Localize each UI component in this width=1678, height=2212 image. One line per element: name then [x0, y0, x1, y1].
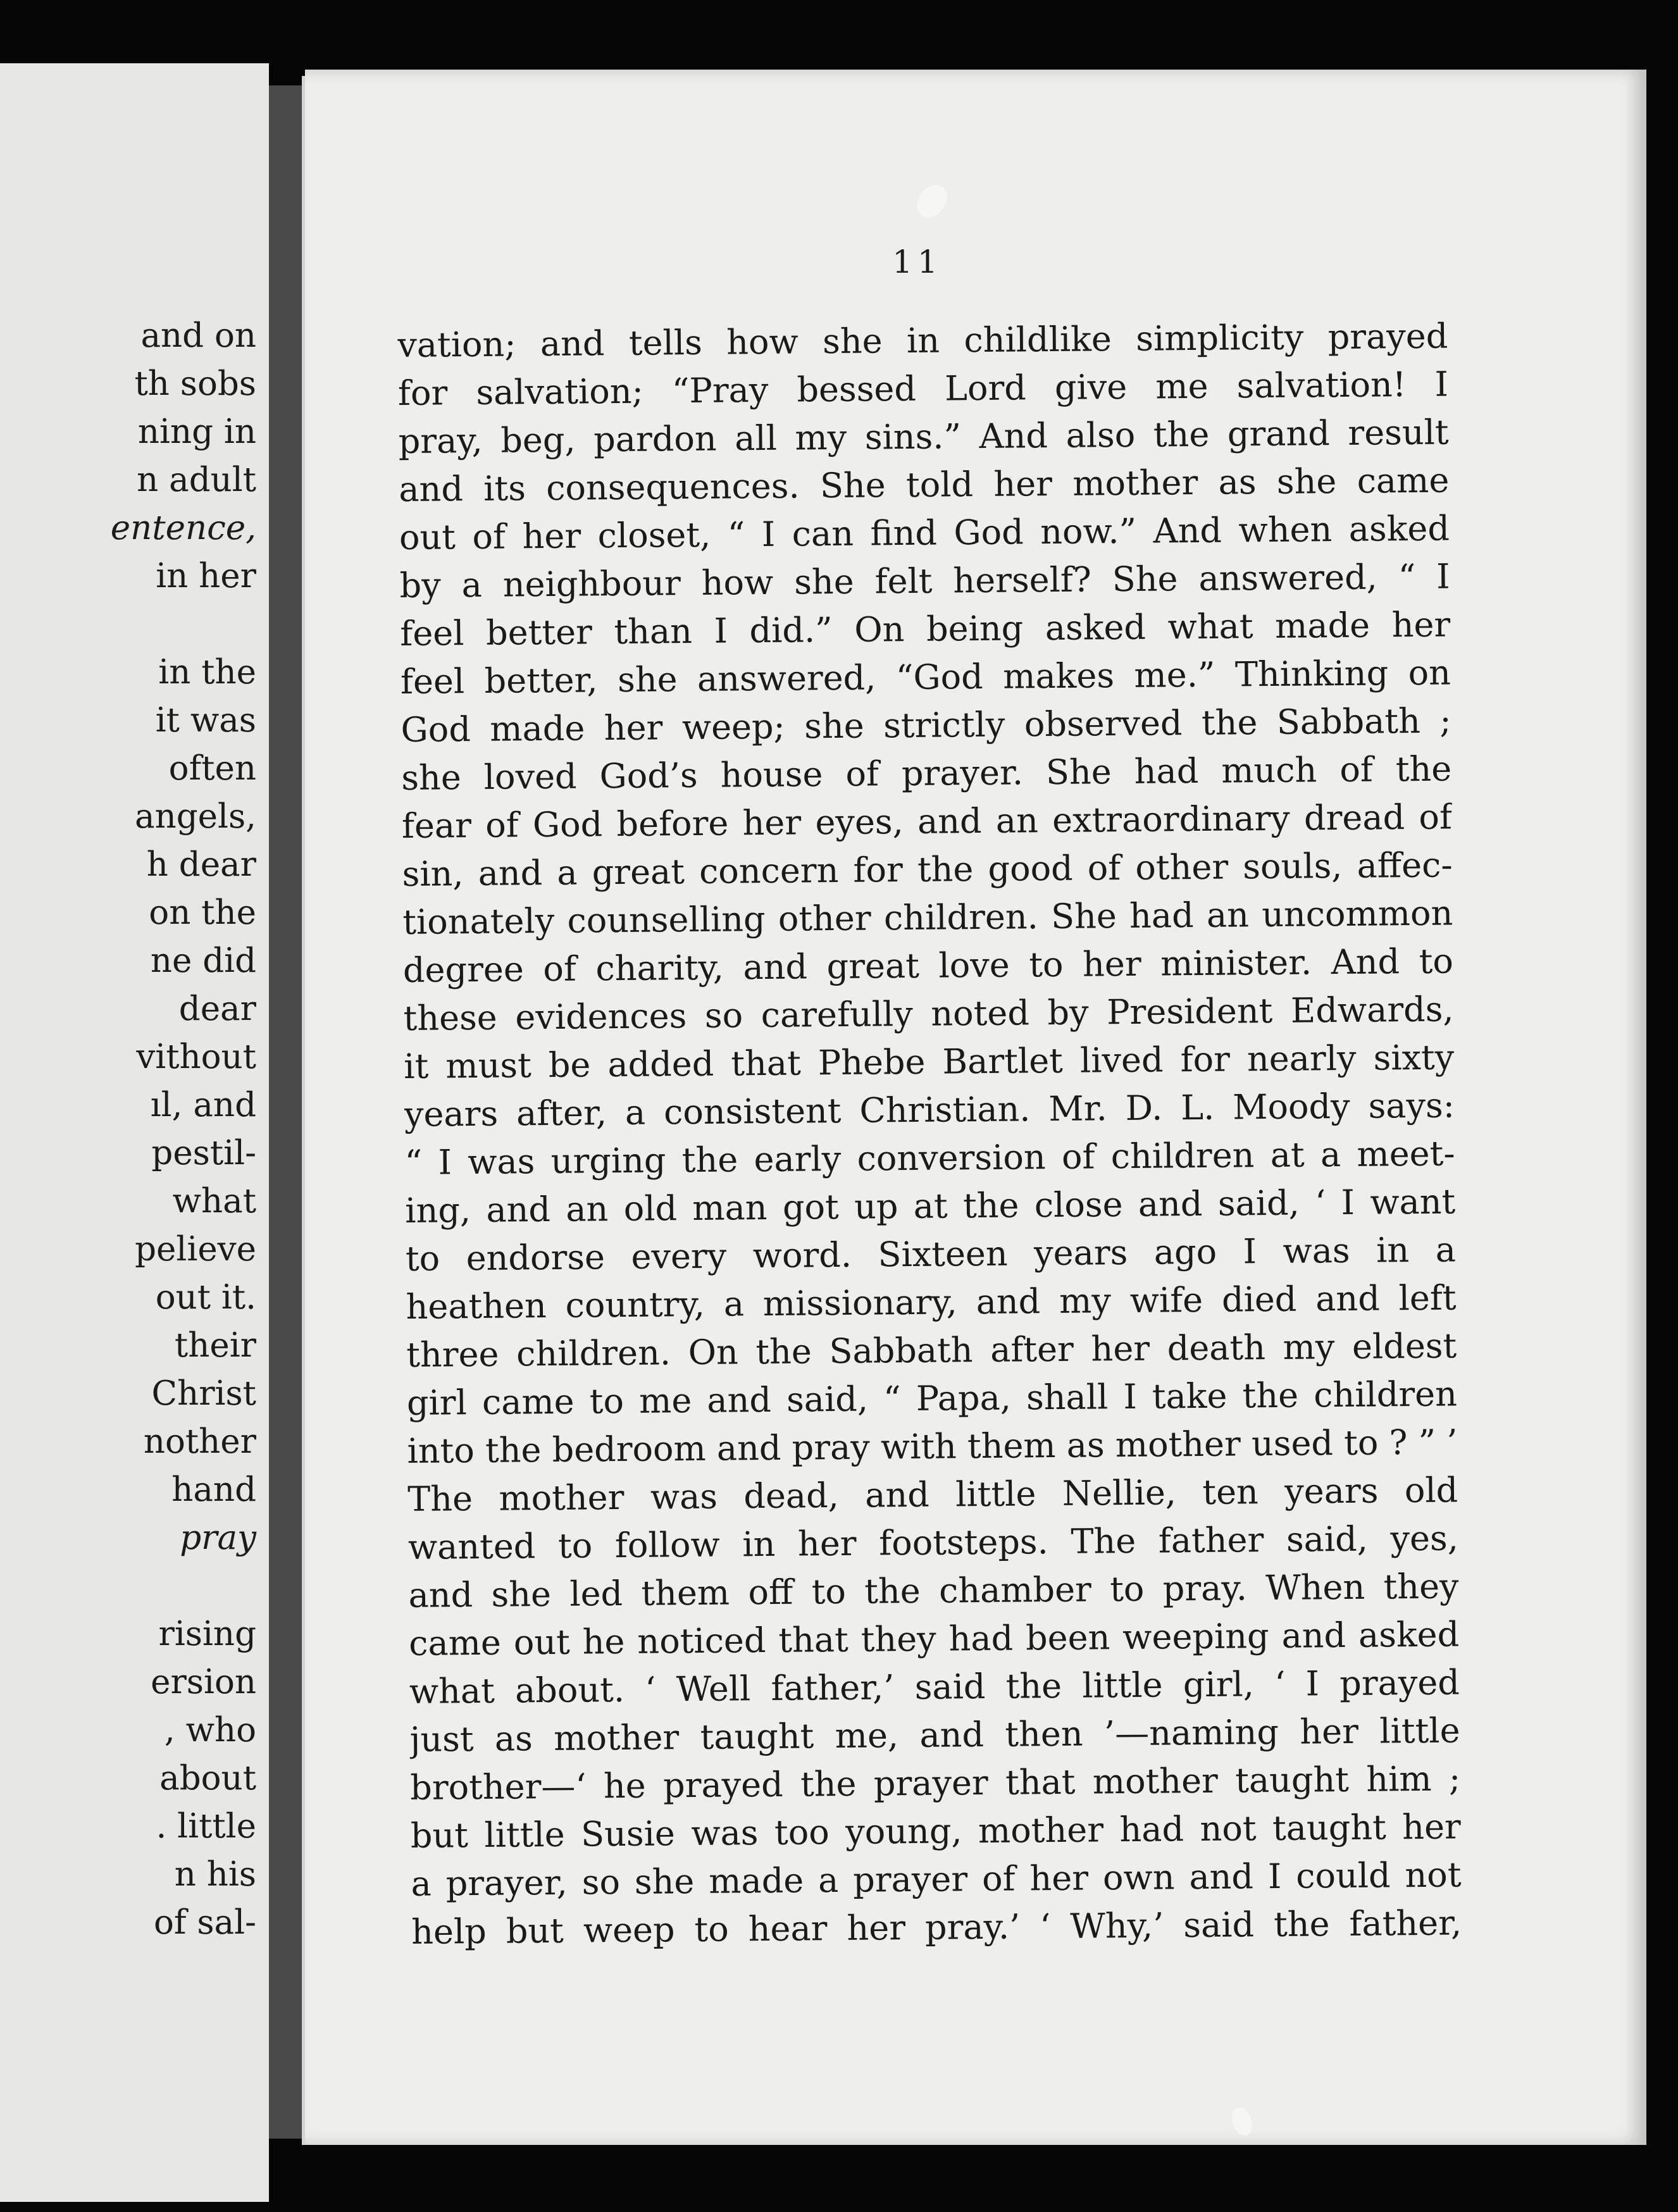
previous-page-line: hand [171, 1470, 256, 1509]
text-line: and she led them off to the chamber to pray. When they [408, 1566, 1459, 1615]
previous-page-line: out it. [155, 1278, 256, 1317]
text-line: degree of charity, and great love to her minister. And to [402, 941, 1454, 990]
text-line: just as mother taught me, and then ’—naming her little [409, 1710, 1460, 1760]
text-line: but little Susie was too young, mother had not taught her [410, 1806, 1462, 1856]
text-line: by a neighbour how she felt herself? She answered, “ I [399, 556, 1450, 606]
previous-page-line: n his [174, 1855, 256, 1894]
previous-page [0, 63, 269, 2202]
text-line: wanted to follow in her footsteps. The father said, yes, [407, 1518, 1459, 1567]
previous-page-line: dear [178, 990, 256, 1028]
text-line: feel better, she answered, “God makes me.” Thinking on [400, 652, 1451, 702]
previous-page-line: often [168, 749, 256, 788]
text-line: God made her weep; she strictly observed the Sabbath ; [401, 700, 1451, 750]
previous-page-line: angels, [134, 797, 256, 836]
text-line: it must be added that Phebe Bartlet lived for nearly sixty [404, 1037, 1455, 1086]
previous-page-line: rising [158, 1615, 256, 1653]
text-line: to endorse every word. Sixteen years ago I was in a [405, 1229, 1457, 1279]
page-body-text [397, 313, 1462, 1956]
previous-page-line: their [174, 1326, 256, 1365]
text-line: for salvation; “Pray bessed Lord give me salvation! I [397, 364, 1449, 413]
previous-page-line: and on [140, 316, 256, 355]
previous-page-line: ıl, and [150, 1086, 256, 1124]
text-line: “ I was urging the early conversion of children at a meet- [404, 1133, 1455, 1183]
text-line: three children. On the Sabbath after her death my eldest [406, 1326, 1457, 1375]
previous-page-line: n adult [137, 461, 256, 499]
previous-page-line: in the [158, 653, 256, 692]
text-line: help but weep to hear her pray.’ ‘ Why,’ said the father, [411, 1903, 1462, 1952]
text-line: The mother was dead, and little Nellie, ten years old [407, 1470, 1458, 1519]
previous-page-line: pray [180, 1519, 256, 1557]
text-line: heathen country, a missionary, and my wife died and left [406, 1277, 1457, 1327]
previous-page-line: ne did [150, 941, 256, 980]
previous-page-line: th sobs [134, 364, 256, 403]
text-line: pray, beg, pardon all my sins.” And also the grand result [398, 412, 1449, 461]
text-line: what about. ‘ Well father,’ said the little girl, ‘ I prayed [409, 1662, 1460, 1712]
previous-page-line: pestil- [151, 1134, 256, 1172]
text-line: ing, and an old man got up at the close and said, ‘ I want [404, 1181, 1456, 1231]
text-line: a prayer, so she made a prayer of her own and I could not [411, 1855, 1462, 1904]
text-line: these evidences so carefully noted by President Edwards, [403, 989, 1454, 1038]
text-line: into the bedroom and pray with them as mother used to ? ” ’ [407, 1422, 1458, 1471]
previous-page-line: , who [164, 1711, 256, 1749]
text-line: out of her closet, “ I can find God now.” And when asked [399, 508, 1450, 557]
previous-page-line: ersion [151, 1663, 256, 1701]
text-line: years after, a consistent Christian. Mr. D. L. Moody says: [404, 1085, 1455, 1134]
previous-page-line: pelieve [135, 1230, 256, 1269]
book-gutter-shadow [269, 85, 302, 2139]
text-line: she loved God’s house of prayer. She had much of the [401, 749, 1452, 798]
previous-page-line: nother [143, 1422, 256, 1461]
previous-page-line: Christ [151, 1374, 256, 1413]
text-line: sin, and a great concern for the good of other souls, affec- [402, 845, 1453, 894]
previous-page-line: about [159, 1759, 256, 1798]
previous-page-line: in her [156, 557, 256, 595]
previous-page-line: what [172, 1182, 256, 1221]
text-line: feel better than I did.” On being asked what made her [400, 604, 1451, 654]
previous-page-line: vithout [136, 1038, 256, 1076]
previous-page-line: entence, [110, 509, 256, 547]
text-line: came out he noticed that they had been weeping and asked [408, 1614, 1460, 1663]
page-number: 11 [892, 244, 943, 280]
previous-page-line: ning in [137, 413, 256, 451]
text-line: fear of God before her eyes, and an extraordinary dread of [401, 797, 1453, 846]
previous-page-line: of sal- [153, 1903, 256, 1942]
previous-page-line: h dear [146, 845, 256, 884]
previous-page-line: . little [156, 1807, 256, 1846]
text-line: vation; and tells how she in childlike simplicity prayed [397, 316, 1448, 365]
text-line: girl came to me and said, “ Papa, shall I take the children [406, 1374, 1458, 1423]
previous-page-line: it was [155, 701, 256, 740]
text-line: brother—‘ he prayed the prayer that mother taught him ; [409, 1758, 1461, 1808]
previous-page-line: on the [149, 893, 256, 932]
text-line: and its consequences. She told her mother as she came [399, 460, 1450, 509]
text-line: tionately counselling other children. She had an uncommon [402, 893, 1453, 942]
